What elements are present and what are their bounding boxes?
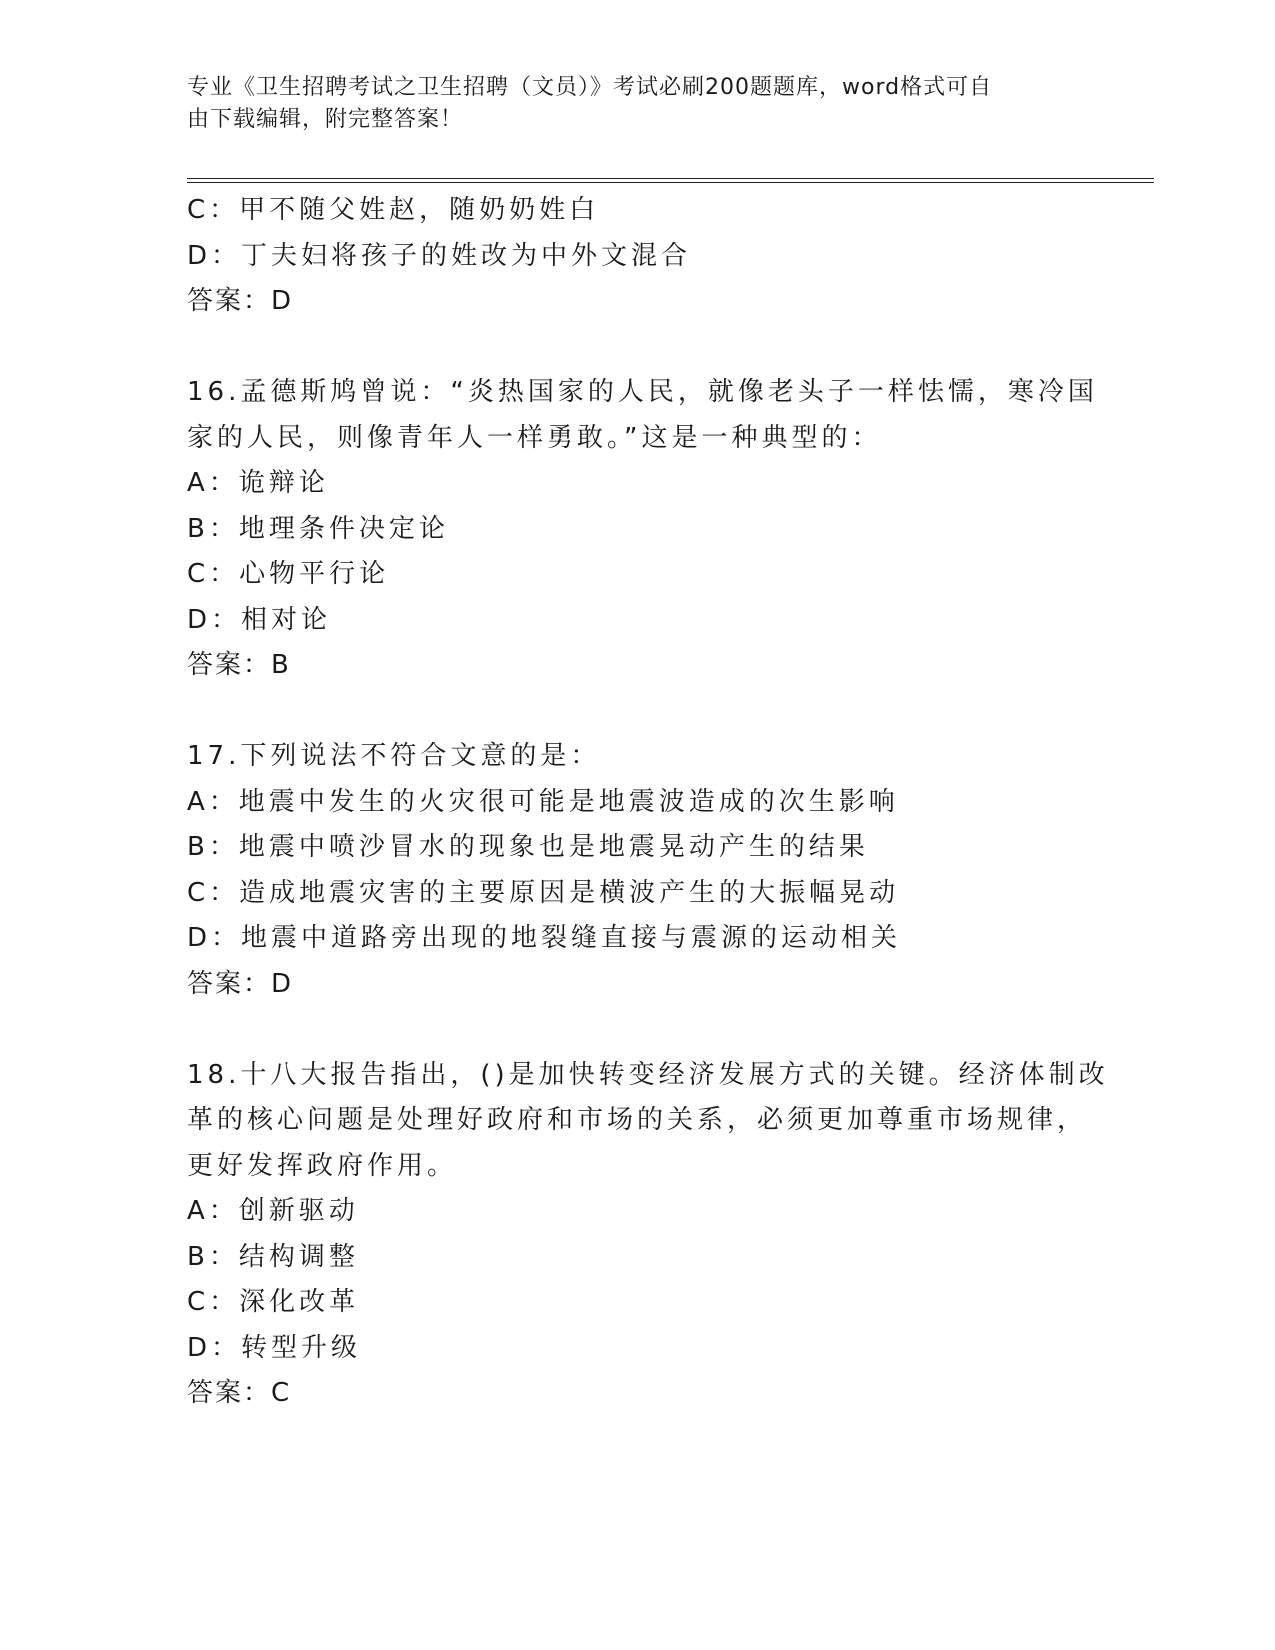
header-line-2: 由下载编辑，附完整答案！ — [187, 107, 464, 132]
option-c: C：甲不随父姓赵，随奶奶姓白 — [187, 195, 600, 225]
header-line-1: 专业《卫生招聘考试之卫生招聘（文员）》考试必刷200题题库，word格式可自 — [187, 75, 993, 100]
option-a: A：创新驱动 — [187, 1196, 359, 1226]
answer: 答案：C — [187, 1378, 292, 1408]
answer: 答案：B — [187, 650, 291, 680]
question-15 — [187, 188, 1087, 325]
option-d: D：丁夫妇将孩子的姓改为中外文混合 — [187, 240, 692, 271]
option-c: C：深化改革 — [187, 1287, 360, 1317]
document-header — [187, 72, 1067, 136]
option-d: D：转型升级 — [187, 1332, 362, 1363]
option-d: D：地震中道路旁出现的地裂缝直接与震源的运动相关 — [187, 923, 902, 953]
header-rule-top — [187, 178, 1154, 179]
question-stem: 家的人民，则像青年人一样勇敢。”这是一种典型的： — [187, 422, 882, 453]
option-a: A：诡辩论 — [187, 468, 329, 498]
question-18 — [187, 1053, 1109, 1417]
option-b: B：地理条件决定论 — [187, 513, 449, 544]
option-d: D：相对论 — [187, 604, 332, 635]
spacer — [187, 1007, 1087, 1053]
question-16 — [187, 370, 1098, 689]
spacer — [187, 689, 1087, 735]
question-stem: 革的核心问题是处理好政府和市场的关系，必须更加尊重市场规律， — [187, 1105, 1088, 1135]
question-stem: 16.孟德斯鸠曾说：“炎热国家的人民，就像老头子一样怯懦，寒冷国 — [187, 377, 1098, 407]
option-c: C：心物平行论 — [187, 559, 390, 589]
header-rule-bottom — [187, 182, 1154, 183]
question-stem: 18.十八大报告指出，()是加快转变经济发展方式的关键。经济体制改 — [187, 1059, 1109, 1090]
question-stem: 17.下列说法不符合文意的是： — [187, 741, 601, 771]
option-b: B：地震中喷沙冒水的现象也是地震晃动产生的结果 — [187, 832, 869, 862]
option-c: C：造成地震灾害的主要原因是横波产生的大振幅晃动 — [187, 877, 900, 908]
spacer — [187, 325, 1087, 371]
question-stem: 更好发挥政府作用。 — [187, 1150, 458, 1181]
question-17 — [187, 734, 1087, 1007]
option-b: B：结构调整 — [187, 1241, 359, 1272]
answer: 答案：D — [187, 286, 294, 316]
answer: 答案：D — [187, 968, 294, 999]
question-list — [187, 188, 1109, 1417]
option-a: A：地震中发生的火灾很可能是地震波造成的次生影响 — [187, 786, 899, 817]
